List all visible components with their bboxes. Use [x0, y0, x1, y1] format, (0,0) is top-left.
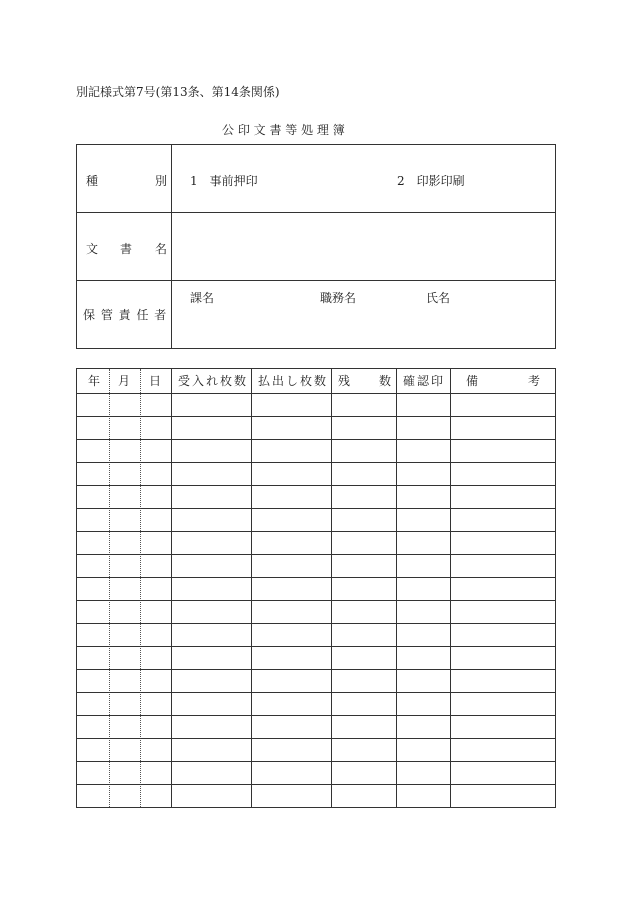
info-table [76, 144, 556, 349]
ledger-row-divider [77, 669, 555, 670]
type-label [77, 145, 172, 212]
docname-row [77, 213, 555, 281]
keeper-label [77, 281, 172, 348]
col-divider-received [171, 369, 172, 807]
docname-label-char-1: 文 [86, 242, 99, 256]
form-reference: 別記様式第7号(第13条、第14条関係) [76, 85, 280, 99]
ledger-row-divider [77, 715, 555, 716]
ledger-row-divider [77, 485, 555, 486]
ledger-table [76, 368, 556, 808]
ledger-row-divider [77, 531, 555, 532]
docname-label-char-2: 書 [120, 242, 133, 256]
type-label-char-1: 種 [86, 174, 99, 188]
document-title: 公 印 文 書 等 処 理 簿 [222, 123, 345, 137]
header-issued-count: 払出し枚数 [258, 374, 329, 388]
keeper-label-text: 保 管 責 任 者 [83, 308, 168, 322]
keeper-dept-label: 課名 [190, 291, 215, 305]
type-label-char-2: 別 [155, 174, 168, 188]
header-remaining-char-2: 数 [379, 374, 392, 388]
header-month: 月 [118, 374, 131, 388]
type-options [172, 145, 555, 212]
ledger-row-divider [77, 508, 555, 509]
type-option-pre-stamp: 1 事前押印 [190, 174, 258, 188]
header-remarks-char-1: 備 [466, 374, 479, 388]
ledger-row-divider [77, 692, 555, 693]
docname-label [77, 213, 172, 280]
ledger-row-divider [77, 761, 555, 762]
col-divider-issued [251, 369, 252, 807]
ledger-row-divider [77, 577, 555, 578]
docname-field[interactable] [172, 213, 555, 280]
ledger-row-divider [77, 646, 555, 647]
keeper-fields [172, 281, 555, 348]
header-received-count: 受入れ枚数 [178, 374, 249, 388]
header-remarks-char-2: 考 [528, 374, 541, 388]
header-year: 年 [88, 374, 101, 388]
col-divider-month [109, 369, 110, 807]
header-confirm-seal: 確認印 [403, 374, 446, 388]
col-divider-remaining [331, 369, 332, 807]
col-divider-remarks [450, 369, 451, 807]
keeper-row [77, 281, 555, 348]
ledger-row-divider [77, 623, 555, 624]
header-day: 日 [149, 374, 162, 388]
keeper-name-label: 氏名 [426, 291, 451, 305]
type-option-print-seal: 2 印影印刷 [397, 174, 465, 188]
ledger-row-divider [77, 462, 555, 463]
ledger-row-divider [77, 784, 555, 785]
col-divider-day [140, 369, 141, 807]
header-remaining-char-1: 残 [338, 374, 351, 388]
type-row [77, 145, 555, 213]
keeper-position-label: 職務名 [320, 291, 357, 305]
ledger-row-divider [77, 738, 555, 739]
col-divider-confirm [396, 369, 397, 807]
docname-label-char-3: 名 [155, 242, 168, 256]
ledger-row-divider [77, 439, 555, 440]
ledger-row-divider [77, 600, 555, 601]
ledger-row-divider [77, 416, 555, 417]
ledger-row-divider [77, 393, 555, 394]
ledger-row-divider [77, 554, 555, 555]
